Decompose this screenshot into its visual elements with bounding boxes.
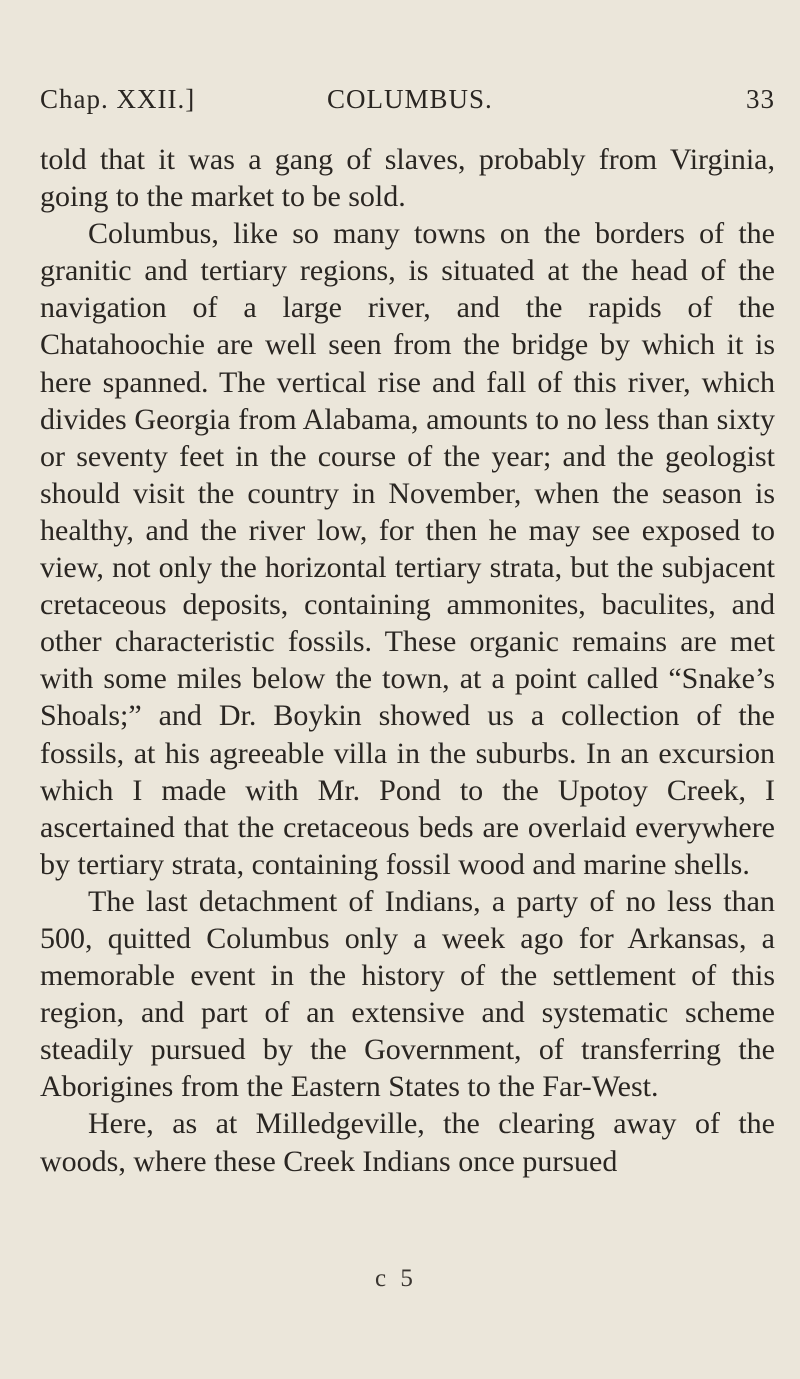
running-head: [40, 84, 775, 124]
paragraph: told that it was a gang of slaves, probably from Virginia, going to the market to be sold.: [40, 143, 775, 214]
paragraph: Columbus, like so many towns on the borders of the granitic and tertiary regions, is situated at the head of the navigation of a large river, and the rapids of the Chatahoochie are well seen from the bridge by which it is here spanned. The vertical rise and fall of this river, which divides Georgia from Alabama, amounts to no less than sixty or seventy feet in the course of the year; and the geologist should visit the country in November, when the season is healthy, and the river low, for then he may see exposed to view, not only the horizontal tertiary strata, but the subjacent cretaceous deposits, containing ammonites, baculites, and other characteristic fossils. These organic remains are met with some miles below the town, at a point called “Snake’s Shoals;” and Dr. Boykin showed us a collection of the fossils, at his agreeable villa in the suburbs. In an excursion which I made with Mr. Pond to the Upotoy Creek, I ascertained that the cretaceous beds are overlaid everywhere by tertiary strata, containing fossil wood and marine shells.: [40, 217, 775, 881]
running-title: COLUMBUS.: [327, 84, 493, 114]
signature-mark: c 5: [375, 1265, 417, 1292]
paragraph: The last detachment of Indians, a party of no less than 500, quitted Columbus only a week ago for Arkansas, a memorable event in the history of the settlement of this region, and part of an extensive and systematic scheme steadily pursued by the Government, of transferring the Aborigines from the Eastern States to the Far-West.: [40, 884, 775, 1104]
chapter-label: Chap. XXII.]: [40, 84, 196, 114]
body-text: [40, 141, 775, 1180]
paragraph: Here, as at Milledgeville, the clearing away of the woods, where these Creek Indians once pursued: [40, 1107, 775, 1178]
page-number: 33: [746, 84, 775, 114]
